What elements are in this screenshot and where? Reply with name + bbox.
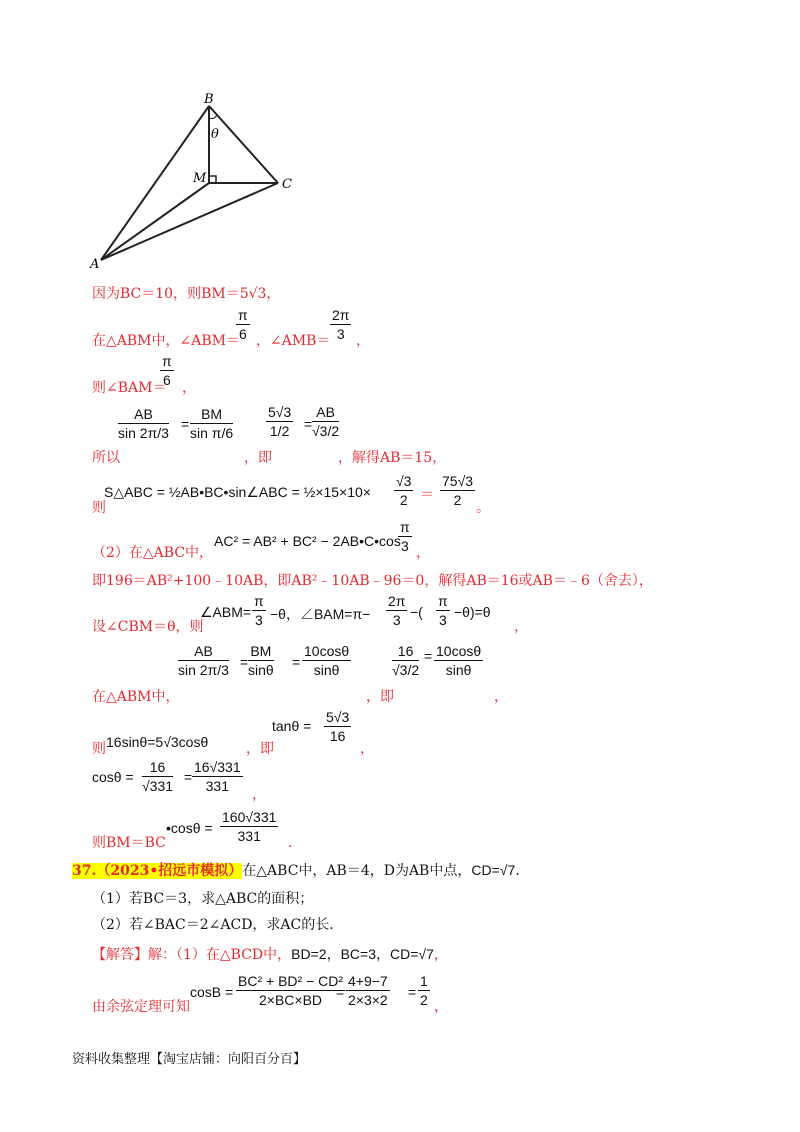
fraction-pi-3c <box>436 592 450 629</box>
fraction-160root331 <box>220 808 278 845</box>
solution-line-3a: 则∠BAM＝ <box>92 380 167 396</box>
solution-line-4a: 所以 <box>92 450 120 466</box>
frac-num: 75√3 <box>442 473 474 489</box>
solution-line-9c: ， <box>494 689 508 705</box>
frac-den: 331 <box>237 828 261 844</box>
frac-den: sin 2π/3 <box>178 662 229 678</box>
label-c: C <box>282 177 292 192</box>
frac-num: π <box>400 519 410 535</box>
solution-line-10b: ，即 <box>246 741 274 757</box>
answer-math: BD=2，BC=3，CD=√7 <box>291 946 434 962</box>
fraction-2pi-3 <box>330 306 351 343</box>
fraction-pi-3 <box>398 518 412 555</box>
page-footer: 资料收集整理【淘宝店铺：向阳百分百】 <box>72 1052 307 1067</box>
fraction-pi-3b <box>252 592 266 629</box>
frac-den: 3 <box>254 612 263 628</box>
solution-line-9b: ，即 <box>366 689 394 705</box>
fraction-ab-sin2 <box>178 642 229 679</box>
fraction-one-half <box>418 972 430 1009</box>
right-angle-mark <box>209 176 216 183</box>
fraction-bm-sin <box>190 405 233 442</box>
solution-line-5a: 则 <box>92 500 106 516</box>
solution-line-2a: 在△ABM中，∠ABM＝ <box>92 333 240 349</box>
frac-num: 4+9−7 <box>348 973 388 989</box>
answer-text-a: 解：（1）在△BCD中， <box>148 947 292 963</box>
solution-line-4b: ，即 <box>244 450 272 466</box>
fraction-cos-b-values <box>346 972 390 1009</box>
fraction-ab-sin <box>118 405 169 442</box>
frac-num: 10cosθ <box>304 643 350 659</box>
solution-line-2c: ， <box>356 333 370 349</box>
frac-den: 3 <box>336 326 345 342</box>
solution-line-6b: ， <box>416 545 430 561</box>
equals-sign: = <box>304 416 313 432</box>
frac-num: π <box>254 593 264 609</box>
frac-num: 2π <box>388 593 406 609</box>
solution-line-12a: 则BM＝BC <box>92 835 166 851</box>
tan-theta: tanθ = <box>272 718 312 734</box>
frac-den: √3/2 <box>312 423 340 439</box>
fraction-cos-b-general <box>236 972 345 1009</box>
equals-sign: = <box>181 416 190 432</box>
minus-paren: −( <box>410 604 423 620</box>
problem-37-stem <box>72 860 520 880</box>
frac-den: √331 <box>142 778 174 794</box>
frac-num: BM <box>248 642 274 661</box>
frac-den: sinθ <box>248 662 274 678</box>
fraction-10cos-2 <box>434 642 483 679</box>
equals-sign: = <box>336 984 345 1000</box>
frac-den: 331 <box>205 778 229 794</box>
frac-num: 160√331 <box>222 809 277 825</box>
frac-den: 2×BC×BD <box>258 992 323 1008</box>
edge-am <box>101 183 209 260</box>
angle-abm: ∠ABM= <box>200 604 252 620</box>
frac-den: sinθ <box>445 662 472 678</box>
equals-sign: = <box>408 984 417 1000</box>
frac-num: π <box>238 307 248 323</box>
frac-num: π <box>162 353 172 369</box>
fraction-pi-6b <box>160 352 174 389</box>
label-m: M <box>193 171 207 186</box>
frac-num: 5√3 <box>326 709 350 725</box>
equals-sign: = <box>424 648 433 664</box>
solution-line-4c: ，解得AB＝15， <box>338 450 447 466</box>
frac-num: 16√331 <box>194 759 241 775</box>
fraction-5root3-16 <box>324 708 351 745</box>
solution-line-10a: 则 <box>92 741 106 757</box>
cosine-law-end: ， <box>434 999 448 1015</box>
frac-num: AB <box>178 642 229 661</box>
question-2: （2）若∠BAC＝2∠ACD，求AC的长． <box>92 917 344 933</box>
fraction-pi-6 <box>236 306 250 343</box>
solution-line-12b: ． <box>288 835 302 851</box>
label-theta: θ <box>211 127 219 142</box>
solution-line-7: 即196＝AB²+100﹣10AB，即AB²﹣10AB﹣96＝0，解得AB＝16或AB＝﹣6（舍去）， <box>92 573 653 589</box>
equals-sign: = <box>240 654 249 670</box>
edge-bc <box>209 106 278 183</box>
fraction-16-root331 <box>142 758 173 795</box>
fraction-bm-sintheta <box>248 642 274 679</box>
solution-line-8a: 设∠CBM＝θ，则 <box>92 619 204 635</box>
fraction-root3-2 <box>394 472 413 509</box>
solution-line-5c: 。 <box>476 500 490 516</box>
fraction-16root331-331 <box>192 758 243 795</box>
solution-line-10c: ， <box>360 741 374 757</box>
frac-num: AB <box>312 403 339 422</box>
frac-den: 2 <box>399 492 408 508</box>
problem-stem-b: . <box>515 863 520 879</box>
cos-theta: cosθ = <box>92 769 134 785</box>
solution-line-5b: ＝ <box>420 487 434 503</box>
sin-cos-equation: 16sinθ=5√3cosθ <box>106 734 209 750</box>
frac-num: 2π <box>332 307 350 323</box>
fraction-ab-root3-2 <box>312 403 339 440</box>
frac-den: 16 <box>329 728 346 744</box>
frac-num: 5√3 <box>268 404 292 420</box>
answer-tag: 【解答】 <box>92 947 148 963</box>
frac-den: sinθ <box>313 662 340 678</box>
solution-line-6a: （2）在△ABC中， <box>92 545 214 561</box>
fraction-5root3-half <box>266 403 293 440</box>
frac-num: BM <box>190 405 233 424</box>
frac-den: 2×3×2 <box>348 992 388 1008</box>
cos-b-label: cosB = <box>190 984 234 1000</box>
frac-num: 16 <box>392 642 419 661</box>
frac-den: 6 <box>238 326 247 342</box>
frac-den: sin 2π/3 <box>118 425 169 441</box>
bc-cos-theta: •cosθ = <box>166 820 213 836</box>
triangle-figure <box>85 90 315 275</box>
solution-line-9a: 在△ABM中， <box>92 689 180 705</box>
frac-den: 2 <box>453 492 462 508</box>
frac-num: √3 <box>396 473 412 489</box>
minus-theta: −θ)=θ <box>454 604 491 620</box>
frac-num: π <box>438 593 448 609</box>
solution-line-1: 因为BC＝10，则BM＝5√3， <box>92 286 281 302</box>
fraction-2pi-3b <box>386 592 407 629</box>
fraction-10cos <box>302 642 351 679</box>
frac-den: 1/2 <box>269 423 290 439</box>
answer-text-b: ， <box>433 947 448 963</box>
frac-den: 3 <box>438 612 447 628</box>
frac-num: 1 <box>420 973 428 989</box>
fraction-75root3-2 <box>440 472 475 509</box>
solution-line-11b: ， <box>252 787 266 803</box>
frac-den: 2 <box>420 992 428 1008</box>
frac-num: 16 <box>142 758 173 777</box>
law-of-cosines: AC² = AB² + BC² − 2AB•C•cos <box>214 533 401 549</box>
area-formula: S△ABC = ½AB•BC•sin∠ABC = ½×15×10× <box>104 484 371 500</box>
frac-den: 3 <box>400 538 409 554</box>
label-a: A <box>90 257 100 272</box>
frac-den: 6 <box>162 372 171 388</box>
equals-sign: = <box>184 769 193 785</box>
frac-den: √3/2 <box>392 662 420 678</box>
problem-stem-a: 在△ABC中，AB＝4，D为AB中点， <box>242 863 472 879</box>
question-1: （1）若BC＝3，求△ABC的面积； <box>92 891 314 907</box>
frac-num: BC² + BD² − CD² <box>238 973 344 989</box>
frac-den: 3 <box>392 612 401 628</box>
angle-bam: −θ，∠BAM=π− <box>270 606 371 622</box>
problem-source: （2023•招远市模拟） <box>96 863 243 879</box>
solution-line-2b: ，∠AMB＝ <box>256 333 331 349</box>
cosine-law-intro: 由余弦定理可知 <box>92 999 190 1015</box>
frac-num: AB <box>118 405 169 424</box>
frac-den: sin π/6 <box>190 425 234 441</box>
problem-stem-math: CD=√7 <box>471 862 516 878</box>
label-b: B <box>204 92 214 107</box>
problem-number: 37. <box>72 863 97 879</box>
fraction-16-root3 <box>392 642 419 679</box>
angle-arc <box>209 115 217 119</box>
answer-line-1 <box>92 944 448 964</box>
frac-num: 10cosθ <box>436 643 482 659</box>
solution-line-8b: ， <box>514 619 528 635</box>
solution-line-3b: ， <box>182 380 196 396</box>
equals-sign: = <box>292 654 301 670</box>
